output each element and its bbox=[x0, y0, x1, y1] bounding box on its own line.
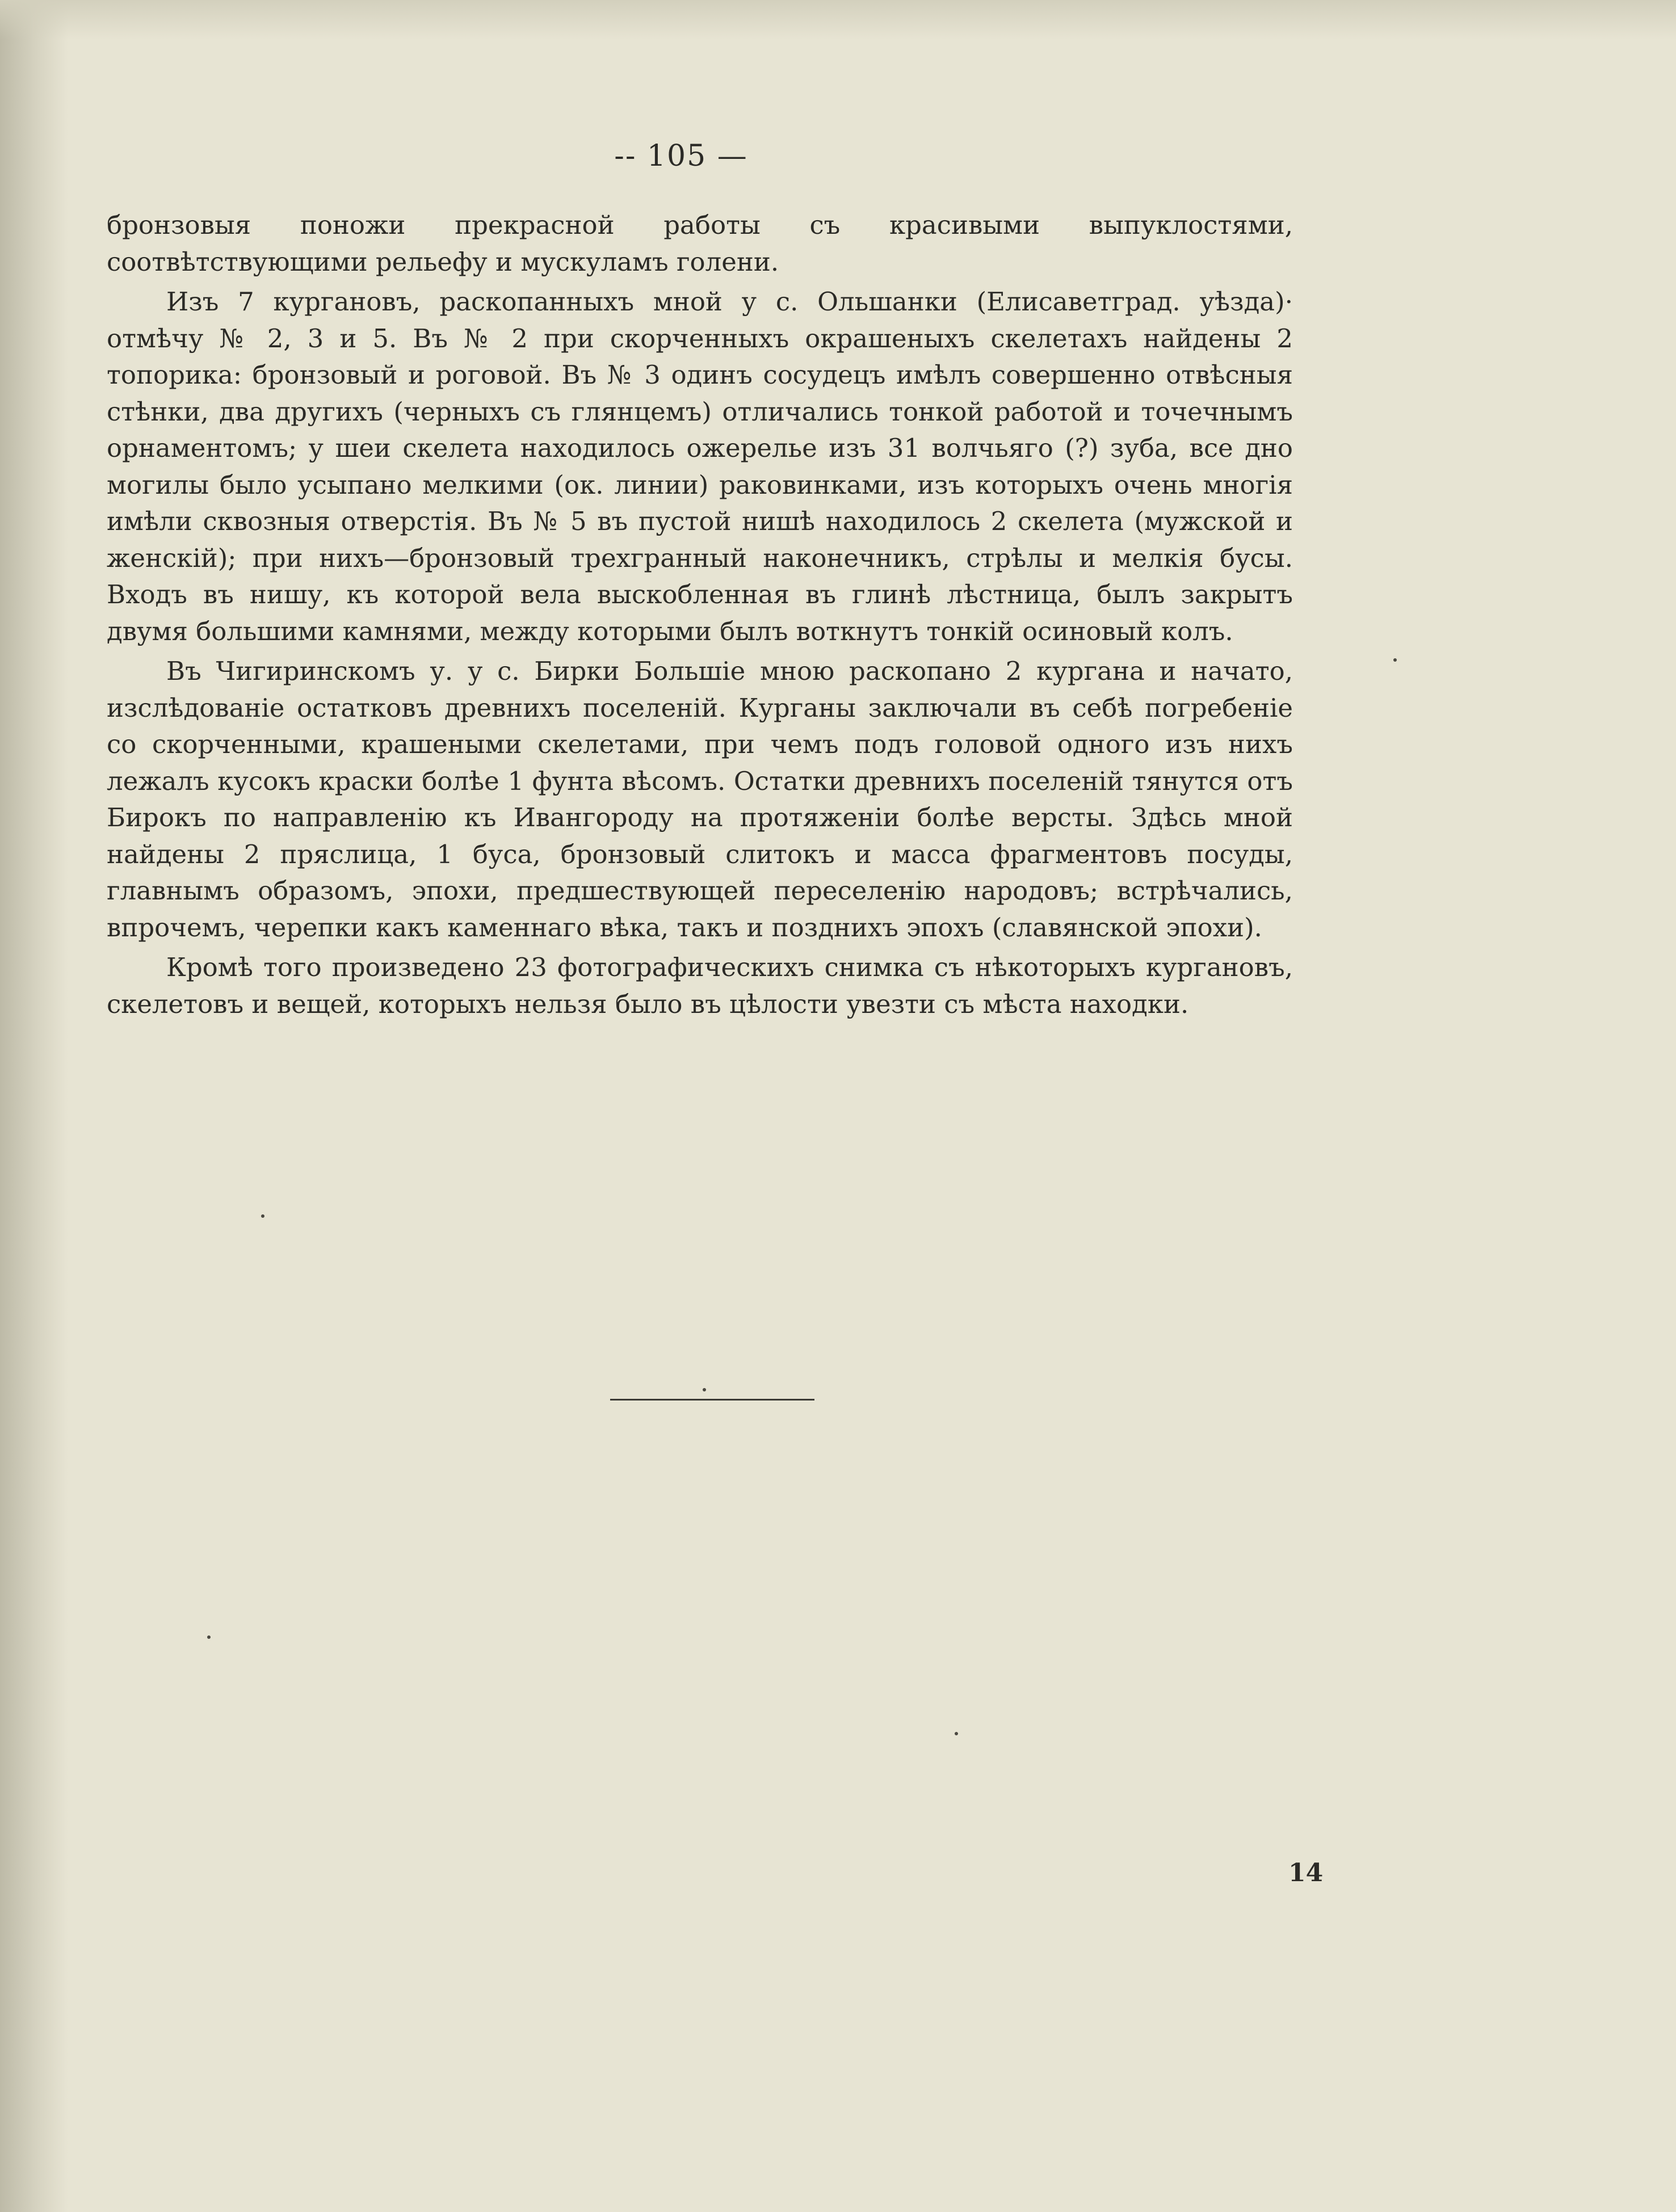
paragraph-1: бронзовыя поножи прекрасной работы съ красивыми выпуклостями, соотвѣтствующими рельефу и мускуламъ голени. bbox=[107, 210, 1293, 277]
page-number: -- 105 — bbox=[614, 139, 748, 173]
paper-speck bbox=[1393, 658, 1397, 662]
body-text bbox=[107, 207, 1293, 1026]
paper-speck bbox=[207, 1635, 211, 1639]
paragraph-4: Кромѣ того произведено 23 фотографическихъ снимка съ нѣкоторыхъ кургановъ, скелетовъ и вещей, которыхъ нельзя было въ цѣлости увезти съ мѣста находки. bbox=[107, 952, 1293, 1019]
paragraph-3: Въ Чигиринскомъ у. у с. Бирки Большіе мною раскопано 2 кургана и начато, изслѣдованіе остатковъ древнихъ поселеній. Курганы заключали въ себѣ погребеніе со скорченными, крашеными скелетами, при чемъ подъ головой одного изъ нихъ лежалъ кусокъ краски болѣе 1 фунта вѣсомъ. Остатки древнихъ поселеній тянутся отъ Бирокъ по направленію къ Ивангороду на протяженіи болѣе версты. Здѣсь мной найдены 2 пряслица, 1 буса, бронзовый слитокъ и масса фрагментовъ посуды, главнымъ образомъ, эпохи, предшествующей переселенію народовъ; встрѣчались, впрочемъ, черепки какъ каменнаго вѣка, такъ и позднихъ эпохъ (славянской эпохи). bbox=[107, 656, 1293, 943]
binding-shadow bbox=[0, 0, 68, 2212]
paragraph-2: Изъ 7 кургановъ, раскопанныхъ мной у с. Ольшанки (Елисаветград. уѣзда)· отмѣчу № 2, 3 и 5. Въ № 2 при скорченныхъ окрашеныхъ скелетахъ найдены 2 топорика: бронзовый и роговой. Въ № 3 одинъ сосудецъ имѣлъ совершенно отвѣсныя стѣнки, два другихъ (черныхъ съ глянцемъ) отличались тонкой работой и точечнымъ орнаментомъ; у шеи скелета находилось ожерелье изъ 31 волчьяго (?) зуба, все дно могилы было усыпано мелкими (ок. линии) раковинками, изъ которыхъ очень многія имѣли сквозныя отверстія. Въ № 5 въ пустой нишѣ находилось 2 скелета (мужской и женскій); при нихъ—бронзовый трехгранный наконечникъ, стрѣлы и мелкія бусы. Входъ въ нишу, къ которой вела выскобленная въ глинѣ лѣстница, былъ закрытъ двумя большими камнями, между которыми былъ воткнутъ тонкій осиновый колъ. bbox=[107, 287, 1293, 646]
section-divider-rule bbox=[610, 1399, 814, 1401]
top-edge-shadow bbox=[0, 0, 1676, 40]
printer-signature-mark: 14 bbox=[1288, 1858, 1324, 1887]
paper-speck bbox=[703, 1388, 706, 1391]
paper-speck bbox=[955, 1732, 958, 1735]
paper-speck bbox=[261, 1214, 264, 1218]
